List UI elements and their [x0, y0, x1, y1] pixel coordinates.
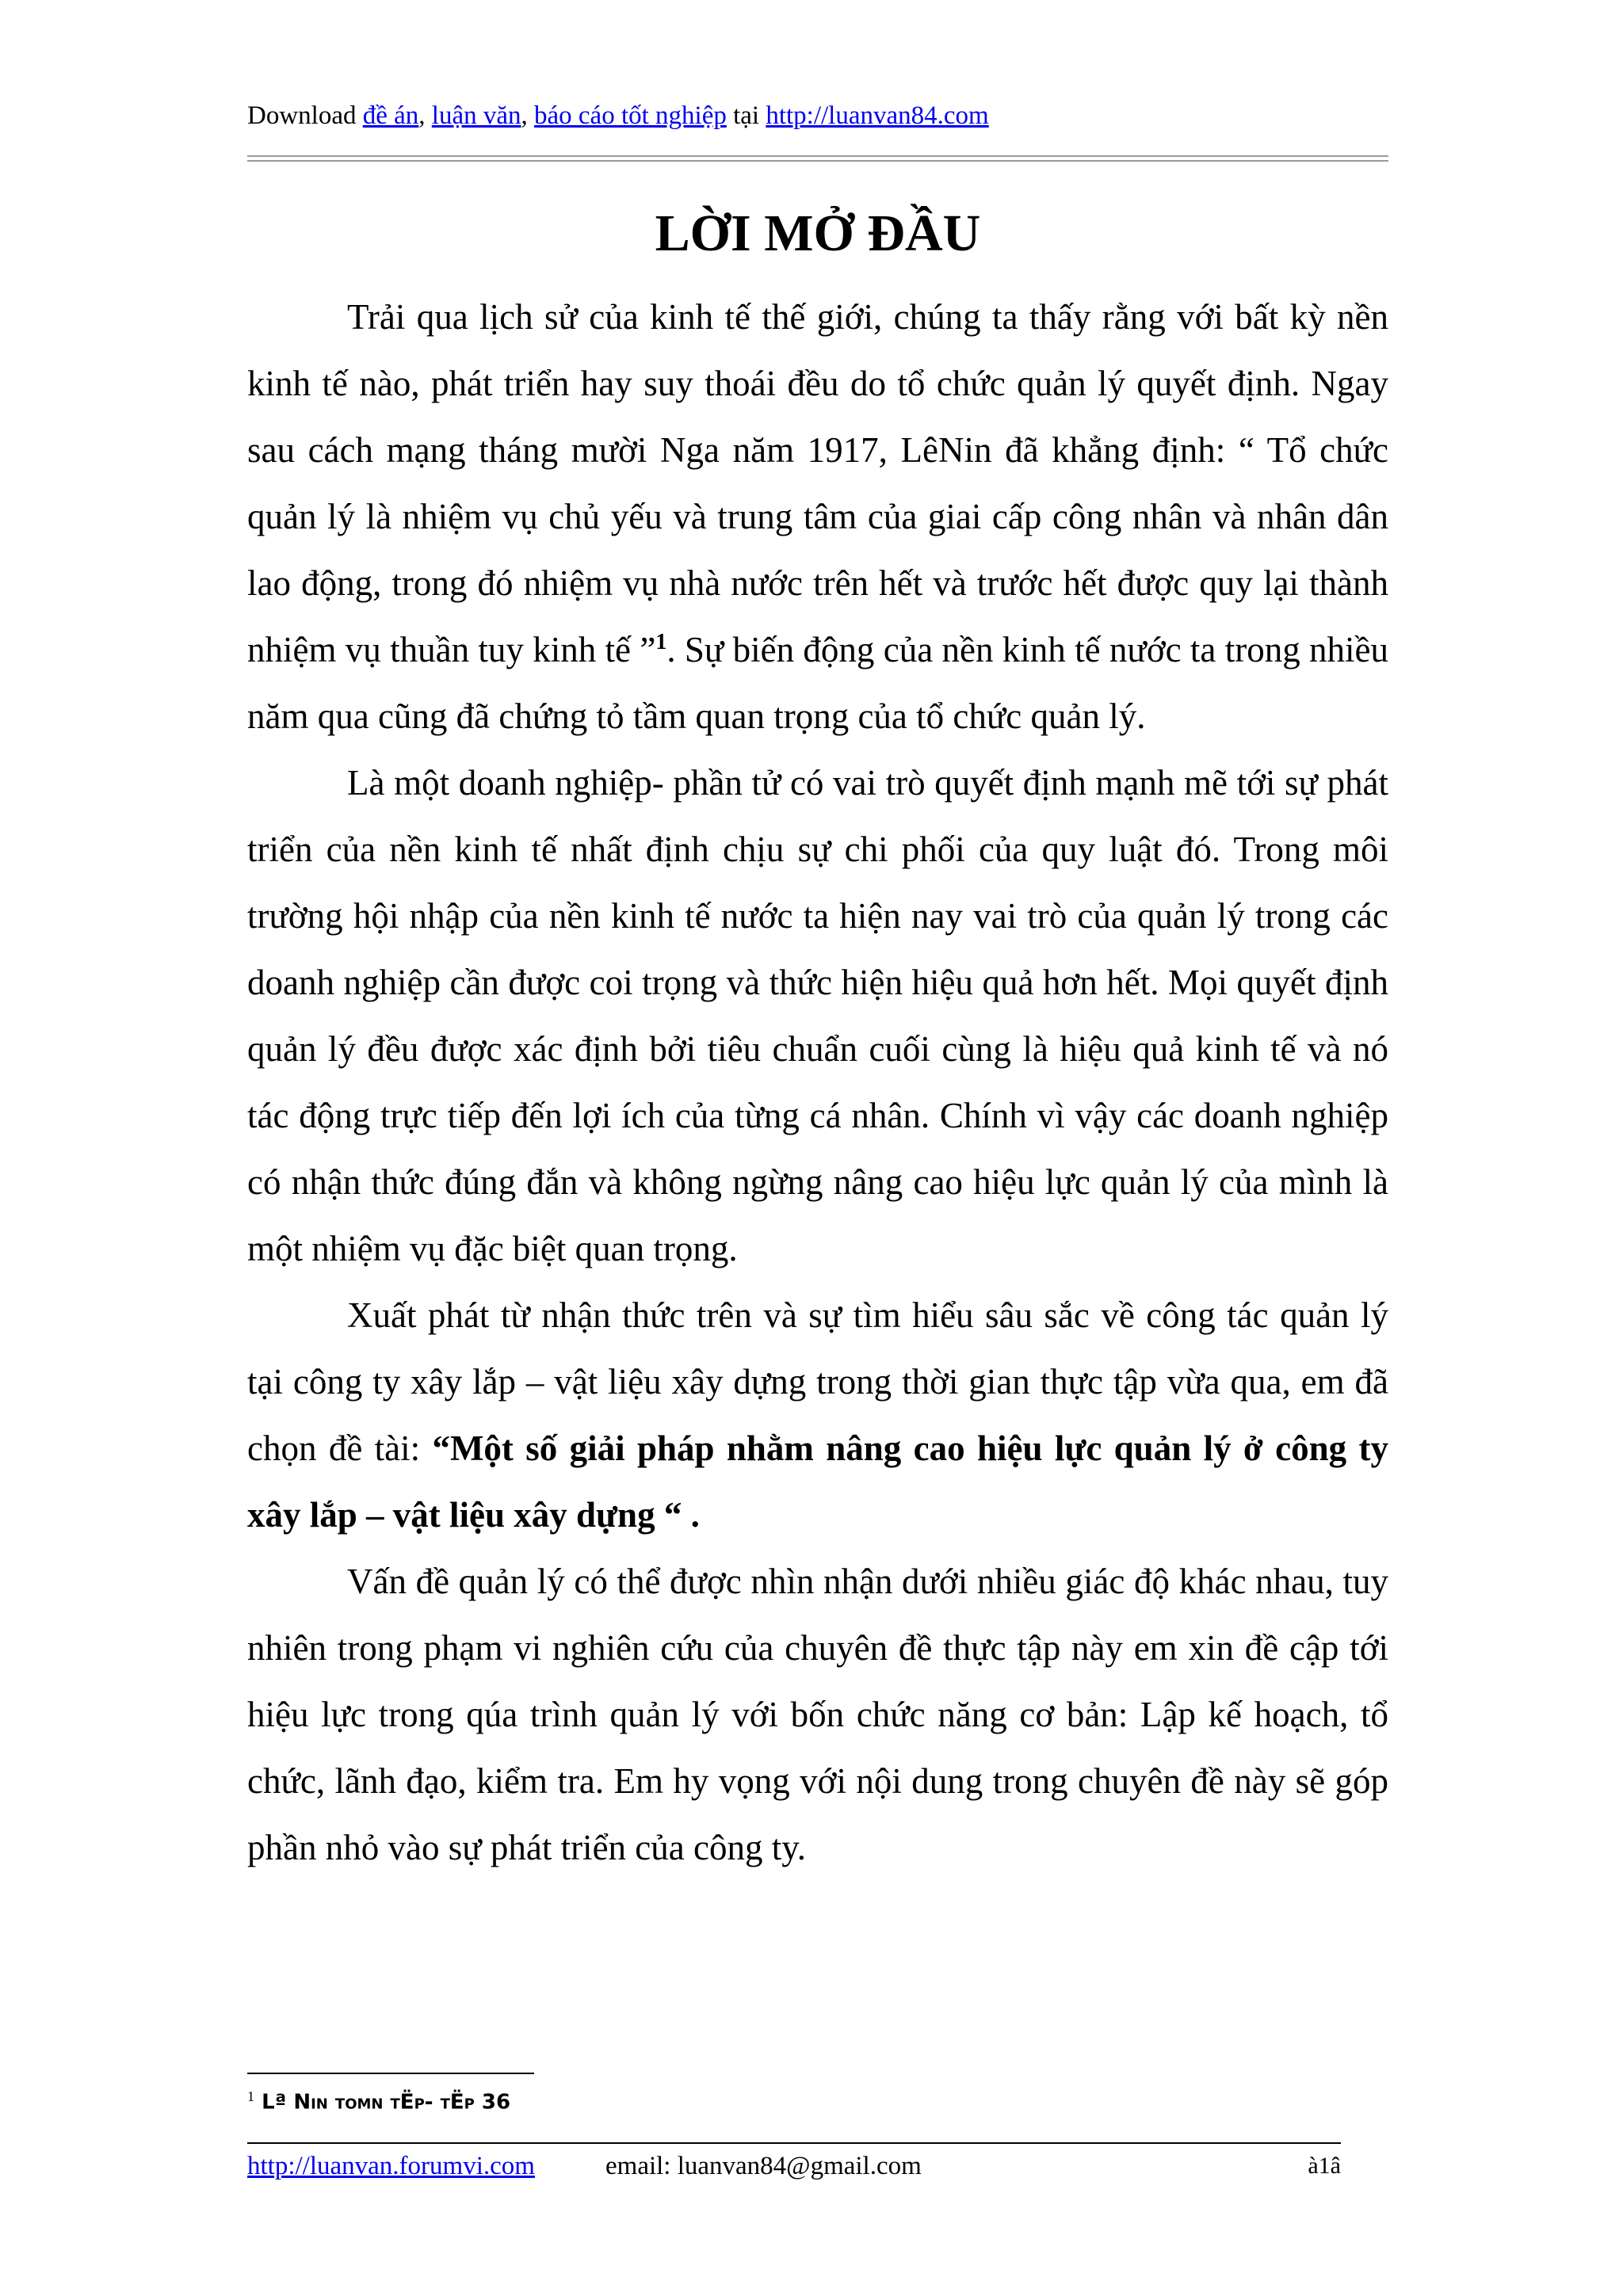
- footnote-text: Lª Nin toµn tËp- tËp 36: [262, 2090, 511, 2115]
- paragraph-1-text: Trải qua lịch sử của kinh tế thế giới, chúng ta thấy rằng với bất kỳ nền kinh tế nào, phát triển hay suy thoái đều do tổ chức quản lý quyết định. Ngay sau cách mạng tháng mười Nga năm 1917, LêNin đã khẳng định: “ Tổ chức quản lý là nhiệm vụ chủ yếu và trung tâm của giai cấp công nhân và nhân dân lao động, trong đó nhiệm vụ nhà nước trên hết và trước hết được quy lại thành nhiệm vụ thuần tuy kinh tế ”: [247, 297, 1388, 669]
- page-number: à1â: [1308, 2153, 1341, 2179]
- link-de-an[interactable]: đề án: [362, 101, 419, 130]
- download-header: [247, 100, 989, 132]
- footnote-separator: [247, 2073, 534, 2074]
- footer-email: email: luanvan84@gmail.com: [605, 2152, 922, 2180]
- paragraph-1: [247, 284, 1388, 749]
- paragraph-2: Là một doanh nghiệp- phần tử có vai trò quyết định mạnh mẽ tới sự phát triển của nền kinh tế nhất định chịu sự chi phối của quy luật đó. Trong môi trường hội nhập của nền kinh tế nước ta hiện nay vai trò của quản lý trong các doanh nghiệp cần được coi trọng và thức hiện hiệu quả hơn hết. Mọi quyết định quản lý đều được xác định bởi tiêu chuẩn cuối cùng là hiệu quả kinh tế và nó tác động trực tiếp đến lợi ích của từng cá nhân. Chính vì vậy các doanh nghiệp có nhận thức đúng đắn và không ngừng nâng cao hiệu lực quản lý của mình là một nhiệm vụ đặc biệt quan trọng.: [247, 763, 1388, 1268]
- paragraph-4: Vấn đề quản lý có thể được nhìn nhận dưới nhiều giác độ khác nhau, tuy nhiên trong phạm vi nghiên cứu của chuyên đề thực tập này em xin đề cập tới hiệu lực trong qúa trình quản lý với bốn chức năng cơ bản: Lập kế hoạch, tổ chức, lãnh đạo, kiểm tra. Em hy vọng với nội dung trong chuyên đề này sẽ góp phần nhỏ vào sự phát triển của công ty.: [247, 1562, 1388, 1867]
- forum-link[interactable]: http://luanvan.forumvi.com: [247, 2152, 535, 2180]
- paragraph-1-continued: . Sự biến động của nền kinh tế nước ta trong nhiều năm qua cũng đã chứng tỏ tầm quan trọng của tổ chức quản lý.: [247, 630, 1388, 736]
- paragraph-3: [247, 1282, 1388, 1548]
- header-rule: [247, 155, 1388, 162]
- paragraph-3-text: Xuất phát từ nhận thức trên và sự tìm hiểu sâu sắc về công tác quản lý tại công ty xây lắp – vật liệu xây dựng trong thời gian thực tập vừa qua, em đã chọn đề tài:: [247, 1295, 1388, 1468]
- link-luan-van[interactable]: luận văn: [431, 101, 521, 130]
- thesis-topic: “Một số giải pháp nhằm nâng cao hiệu lực quản lý ở công ty xây lắp – vật liệu xây dựng “ .: [247, 1428, 1388, 1535]
- footnote-number: 1: [247, 2088, 254, 2104]
- link-luanvan84[interactable]: http://luanvan84.com: [766, 101, 989, 130]
- page-footer: [247, 2149, 1341, 2183]
- header-sep-1: ,: [418, 101, 432, 130]
- footnote-ref[interactable]: 1: [655, 630, 667, 654]
- header-sep-2: ,: [521, 101, 534, 130]
- header-mid: tại: [726, 101, 766, 130]
- footnote: [247, 2082, 510, 2117]
- document-body: [247, 284, 1388, 1881]
- page-title: LỜI MỞ ĐẦU: [655, 204, 981, 262]
- header-prefix: Download: [247, 101, 363, 130]
- footer-rule: [247, 2142, 1341, 2144]
- link-bao-cao-tot-nghiep[interactable]: báo cáo tốt nghiệp: [534, 101, 727, 130]
